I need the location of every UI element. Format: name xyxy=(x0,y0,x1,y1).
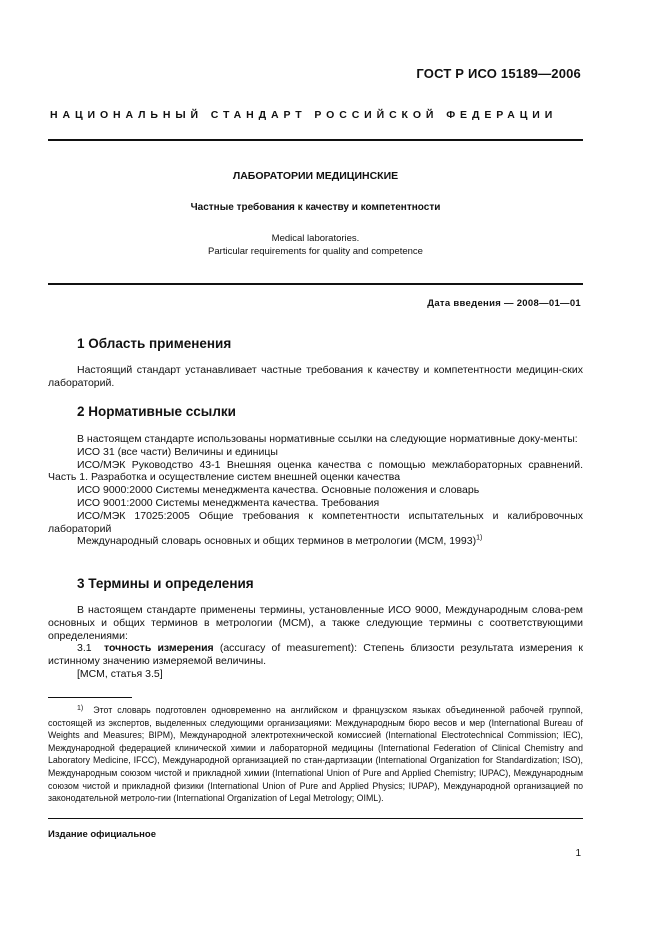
term-source: [МСМ, статья 3.5] xyxy=(77,667,163,680)
reference-item: ИСО 9001:2000 Системы менеджмента качества. Требования xyxy=(77,496,380,509)
introduction-date: Дата введения — 2008—01—01 xyxy=(427,298,581,309)
term-3-1 xyxy=(48,642,583,668)
english-title-line1: Medical laboratories. xyxy=(271,233,360,244)
footnote-mark: 1) xyxy=(77,705,84,712)
document-designation: ГОСТ Р ИСО 15189—2006 xyxy=(416,66,581,81)
title-divider xyxy=(48,283,583,285)
footnote xyxy=(48,703,583,805)
reference-item: ИСО 31 (все части) Величины и единицы xyxy=(77,445,278,458)
document-subtitle: Частные требования к качеству и компетентности xyxy=(190,202,441,213)
footer-divider xyxy=(48,818,583,819)
document-title: ЛАБОРАТОРИИ МЕДИЦИНСКИЕ xyxy=(232,170,399,182)
reference-item: ИСО/МЭК Руководство 43-1 Внешняя оценка качества с помощью межлабораторных сравнений. Часть 1. Разработка и осуществление систем внешней оценки качества xyxy=(48,458,583,484)
term-number: 3.1 xyxy=(77,642,92,655)
edition-note: Издание официальное xyxy=(48,829,156,840)
section-2-intro: В настоящем стандарте использованы нормативные ссылки на следующие нормативные доку-менты: xyxy=(77,433,578,445)
section-2-body xyxy=(48,433,583,548)
section-3-intro: В настоящем стандарте применены термины, установленные ИСО 9000, Международным слова-рем основных и общих терминов в метрологии (МСМ), а также следующие термины с соответствующими определениями: xyxy=(48,604,583,642)
section-3-body xyxy=(48,604,583,681)
page-number: 1 xyxy=(575,848,581,859)
section-1-heading: 1 Область применения xyxy=(77,336,232,351)
term-definition: (accuracy of measurement): Степень близости результата измерения к истинному значению измеряемой величины. xyxy=(48,642,583,668)
english-title xyxy=(48,232,583,258)
section-2-heading: 2 Нормативные ссылки xyxy=(77,404,236,419)
vim-reference-text: Международный словарь основных и общих терминов в метрологии (МСМ, 1993) xyxy=(77,535,477,548)
section-1-text: Настоящий стандарт устанавливает частные требования к качеству и компетентности медицин-ских лабораторий. xyxy=(48,364,583,389)
reference-item-vim xyxy=(48,535,583,548)
english-title-line2: Particular requirements for quality and competence xyxy=(208,246,423,257)
reference-item: ИСО/МЭК 17025:2005 Общие требования к компетентности испытательных и калибровочных лабораторий xyxy=(48,509,583,535)
term-name: точность измерения xyxy=(103,642,214,655)
footnote-divider xyxy=(48,697,132,698)
footnote-text: Этот словарь подготовлен одновременно на английском и французском языках объединенной рабочей группой, состоящей из экспертов, выделенных следующими организациями: Международным бюро весов и мер (International Bureau of Weights and Measures; BIPM), Международной электротехнической комиссией (International Electrotechnical Commission; IEC), Международной федерацией клинической химии и лабораторной медицины (International Federation of Clinical Chemistry and Laboratory Medicine, IFCC), Международной организацией по стан-дартизации (International Organization for Standardization; ISO), Международным союзом чистой и прикладной химии (International Union of Pure and Applied Chemistry; IUPAC), Международным союзом чистой и прикладной физики (International Union of Pure and Applied Physics; IUPAP), Международной организацией по законодательной метроло-гии (International Organization of Legal Metrology; OIML). xyxy=(48,705,584,804)
section-3-heading: 3 Термины и определения xyxy=(77,576,254,591)
reference-item: ИСО 9000:2000 Системы менеджмента качества. Основные положения и словарь xyxy=(77,484,480,497)
top-divider xyxy=(48,139,583,141)
footnote-ref-mark: 1) xyxy=(476,534,483,542)
national-standard-banner: НАЦИОНАЛЬНЫЙ СТАНДАРТ РОССИЙСКОЙ ФЕДЕРАЦИИ xyxy=(50,109,558,121)
